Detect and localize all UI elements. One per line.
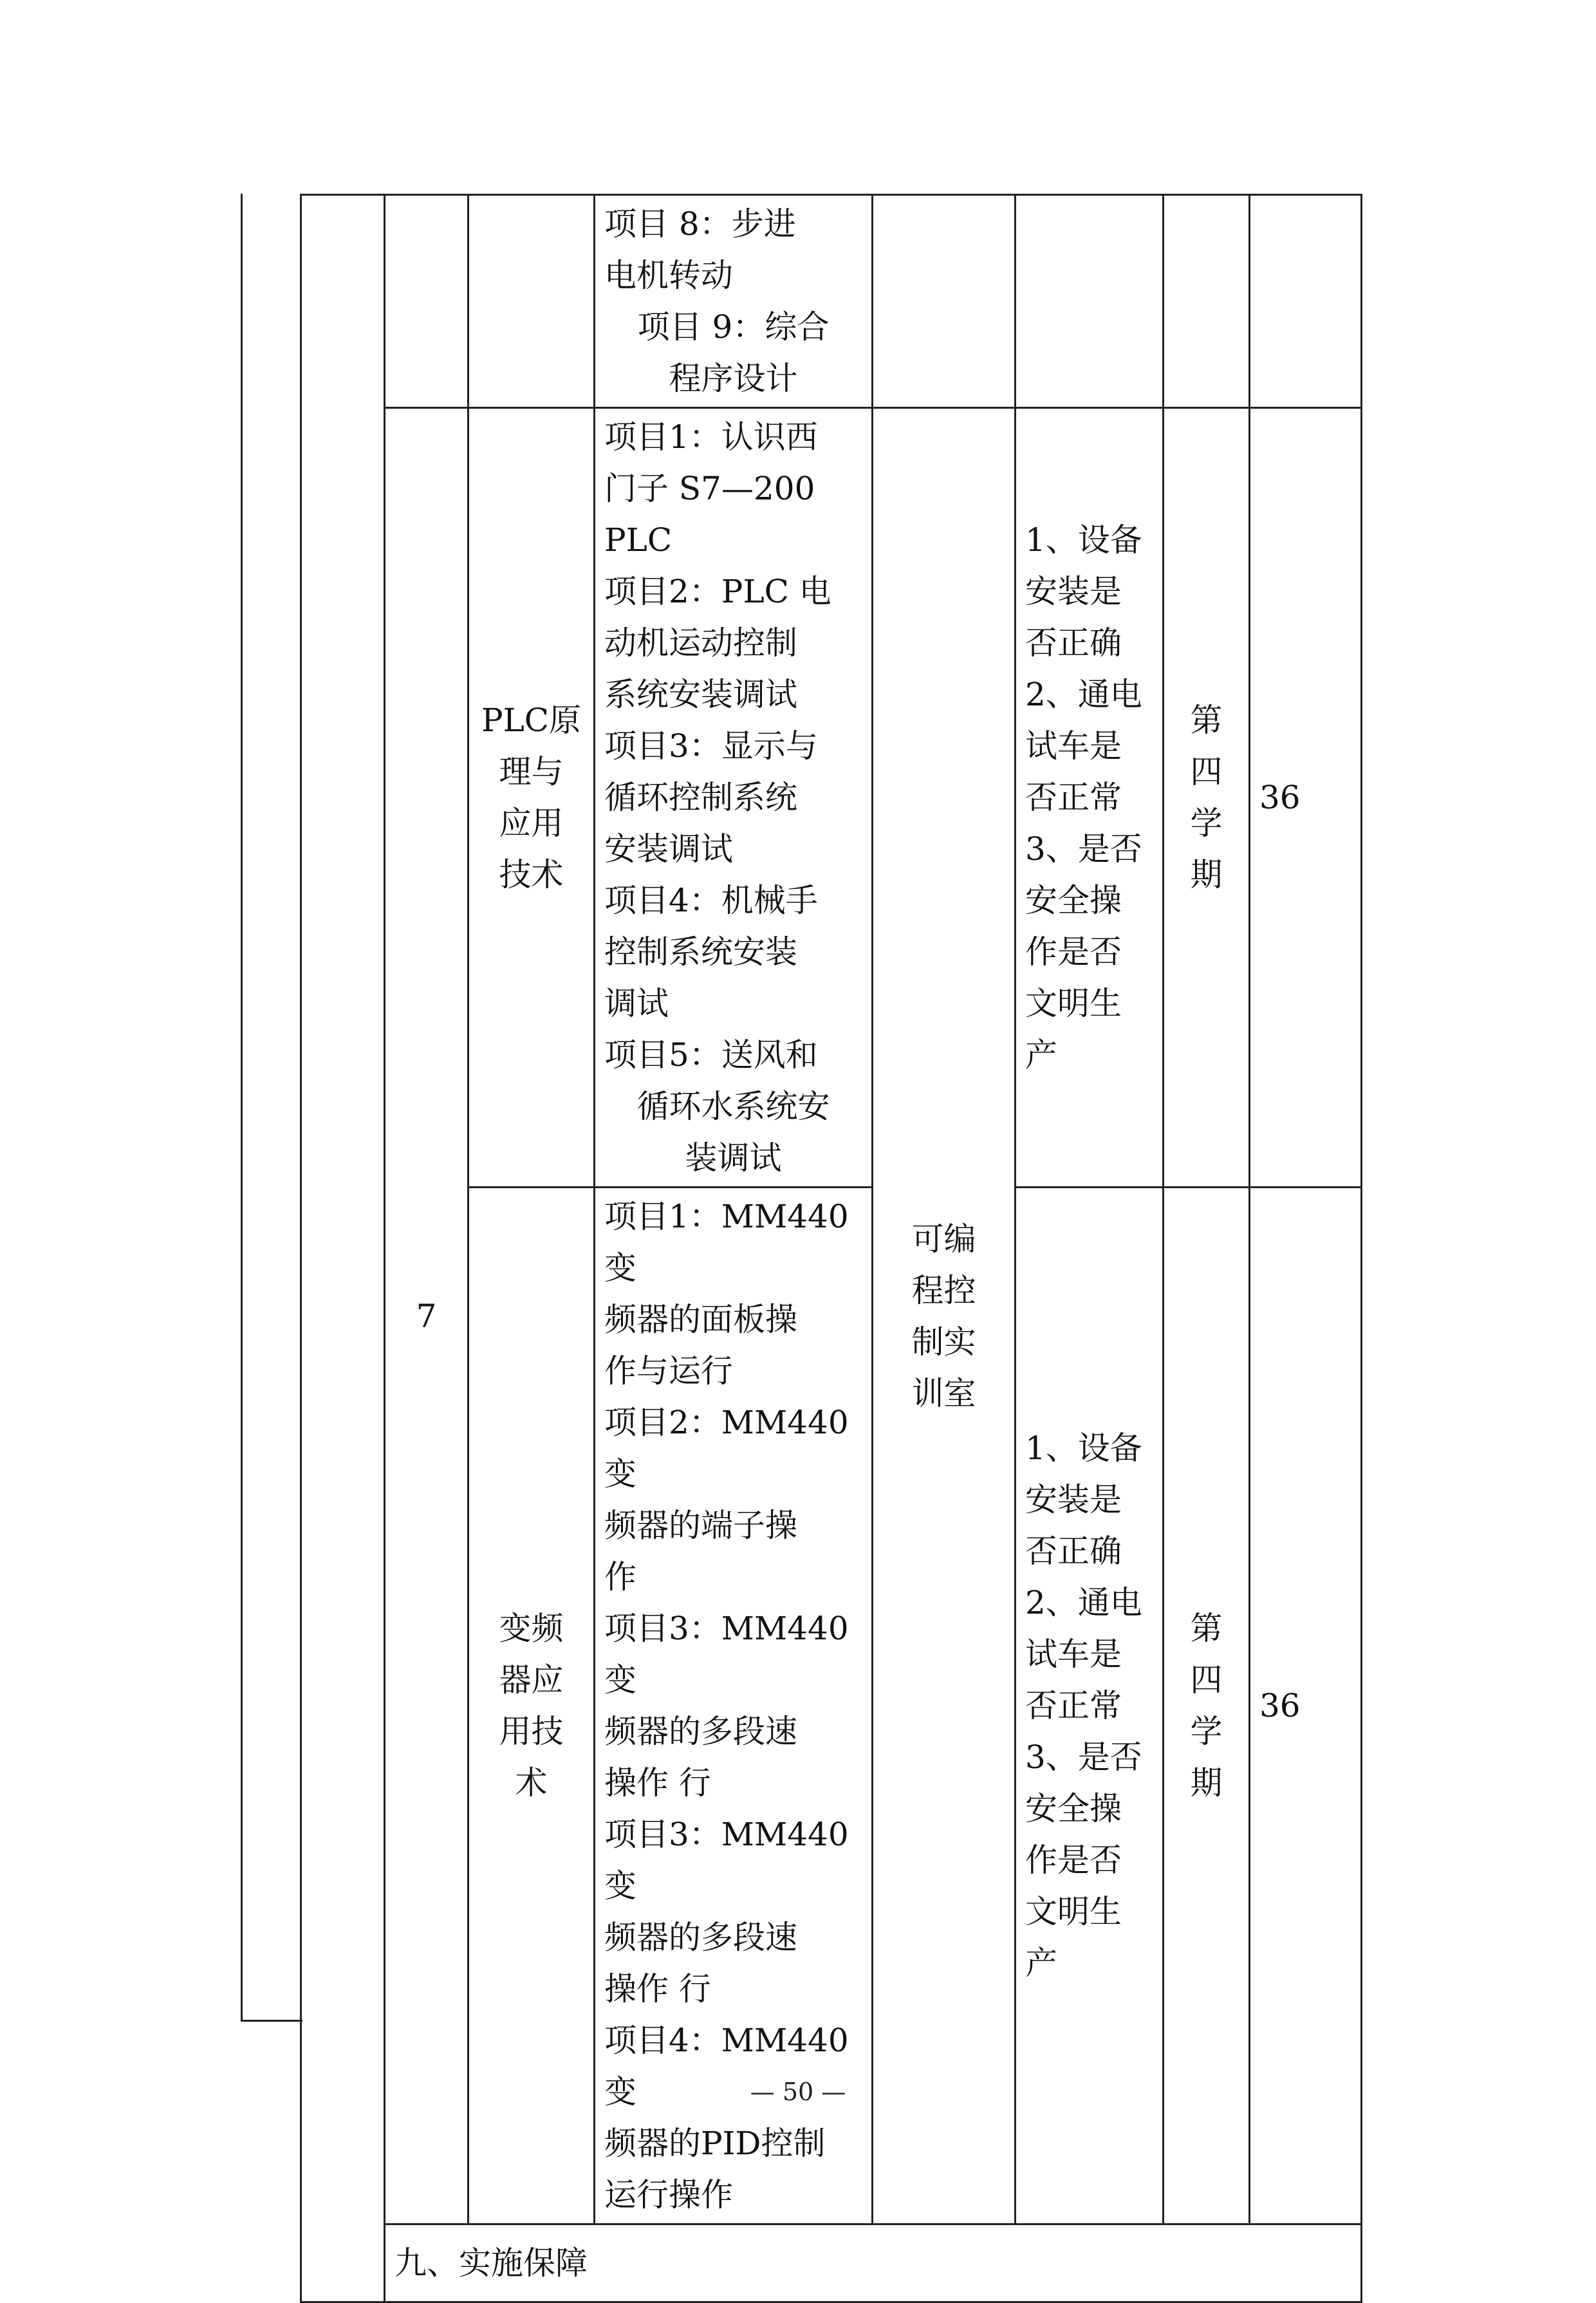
hours-cell-continuation xyxy=(1250,195,1362,408)
content-line: 频器的PID控制 xyxy=(604,2125,826,2162)
number-cell-continuation xyxy=(385,195,469,408)
content-line: 频器的多段速 xyxy=(604,1919,797,1956)
content-line: 频器的面板操 xyxy=(604,1301,797,1338)
content-line: 循环水系统安 xyxy=(636,1088,830,1125)
course-name-line: PLC原 xyxy=(481,702,582,739)
content-line: 动机运动控制 xyxy=(604,624,797,662)
content-line: 项目2：MM440变 xyxy=(604,1404,849,1493)
course-name-line: 术 xyxy=(515,1764,548,1802)
evaluation-criteria xyxy=(1025,1422,1153,1989)
content-line: 程序设计 xyxy=(669,360,798,397)
room-line: 制实 xyxy=(911,1323,976,1361)
content-line: 调试 xyxy=(604,985,669,1022)
evaluation-line: 2、通电 xyxy=(1025,1584,1142,1621)
hours-cell xyxy=(1250,1188,1362,2224)
course-content-cell xyxy=(595,408,873,1188)
group-number: 7 xyxy=(416,1297,437,1335)
evaluation-line: 否正常 xyxy=(1025,1687,1122,1724)
course-name-line: 变频 xyxy=(499,1610,564,1647)
content-line: PLC xyxy=(604,521,673,559)
page-number: — 50 — xyxy=(750,2078,846,2106)
evaluation-line: 否正常 xyxy=(1025,779,1122,816)
term-char: 四 xyxy=(1190,1661,1223,1699)
term xyxy=(1173,1603,1239,1809)
term-char: 第 xyxy=(1190,702,1223,739)
content-line: 项目3：显示与 xyxy=(604,727,818,765)
content-line: 门子 S7—200 xyxy=(604,470,815,507)
evaluation-line: 1、设备 xyxy=(1025,521,1142,559)
evaluation-line: 安装是 xyxy=(1025,1481,1122,1518)
evaluation-line: 试车是 xyxy=(1025,1636,1122,1673)
content-line: 项目 8：步进 xyxy=(604,205,796,243)
evaluation-criteria xyxy=(1025,514,1153,1081)
evaluation-cell xyxy=(1016,1188,1164,2224)
evaluation-line: 否正确 xyxy=(1025,1533,1122,1570)
table-row-continuation xyxy=(301,195,1362,408)
content-line: 项目2：PLC 电 xyxy=(604,573,831,610)
content-line: 电机转动 xyxy=(604,257,733,294)
term-char: 四 xyxy=(1190,753,1223,790)
term-cell xyxy=(1164,1188,1250,2224)
content-line: 项目3：MM440变 xyxy=(604,1816,849,1905)
evaluation-line: 1、设备 xyxy=(1025,1430,1142,1467)
term-cell xyxy=(1164,408,1250,1188)
course-name-cell xyxy=(469,408,595,1188)
content-line: 作与运行 xyxy=(604,1352,733,1390)
content-line: 项目1：认识西 xyxy=(604,418,818,456)
eval-cell-continuation xyxy=(1016,195,1164,408)
content-line: 项目 9：综合 xyxy=(637,308,830,346)
term xyxy=(1173,695,1239,900)
content-line: 项目1：MM440变 xyxy=(604,1198,849,1287)
term-cell-continuation xyxy=(1164,195,1250,408)
content-line: 项目4：机械手 xyxy=(604,882,818,919)
evaluation-line: 安装是 xyxy=(1025,573,1122,610)
room-cell-continuation xyxy=(873,195,1016,408)
evaluation-line: 2、通电 xyxy=(1025,676,1142,713)
content-cell-continuation xyxy=(595,195,873,408)
evaluation-line: 3、是否 xyxy=(1025,1739,1142,1776)
term-char: 第 xyxy=(1190,1610,1223,1647)
evaluation-line: 文明生 xyxy=(1025,1893,1122,1930)
term-char: 学 xyxy=(1190,805,1223,842)
evaluation-line: 安全操 xyxy=(1025,882,1122,919)
course-name-line: 用技 xyxy=(499,1713,564,1750)
content-line: 装调试 xyxy=(685,1139,782,1177)
evaluation-line: 作是否 xyxy=(1025,933,1122,971)
content-line: 项目4：MM440变 xyxy=(604,2022,849,2111)
room-line: 程控 xyxy=(911,1271,976,1309)
evaluation-line: 作是否 xyxy=(1025,1841,1122,1879)
outer-frame-left-border xyxy=(241,194,243,2022)
term-char: 期 xyxy=(1190,856,1223,893)
evaluation-line: 文明生 xyxy=(1025,985,1122,1022)
content-line: 频器的多段速 xyxy=(604,1713,797,1750)
hours-cell xyxy=(1250,408,1362,1188)
room-line: 训室 xyxy=(911,1374,976,1412)
hours: 36 xyxy=(1259,1687,1301,1724)
evaluation-line: 产 xyxy=(1025,1036,1057,1074)
course-content xyxy=(604,1191,862,2221)
course-name-line: 应用 xyxy=(499,805,564,842)
evaluation-line: 安全操 xyxy=(1025,1790,1122,1827)
course-name xyxy=(478,1603,584,1809)
room-line: 可编 xyxy=(911,1220,976,1258)
table-row-plc-course xyxy=(301,408,1362,1188)
course-content-cell xyxy=(595,1188,873,2224)
content-line: 频器的端子操 xyxy=(604,1507,797,1544)
course-name-line: 理与 xyxy=(499,753,564,790)
content-line: 循环控制系统 xyxy=(604,779,797,816)
content-lines xyxy=(604,198,862,404)
outer-frame-bottom-border xyxy=(241,2020,302,2022)
evaluation-line: 试车是 xyxy=(1025,727,1122,765)
course-name-line: 器应 xyxy=(499,1661,564,1699)
content-line: 作 xyxy=(604,1558,636,1596)
training-room-cell xyxy=(873,408,1016,2224)
section-heading: 九、实施保障 xyxy=(394,2244,588,2282)
evaluation-line: 3、是否 xyxy=(1025,830,1142,868)
hours: 36 xyxy=(1259,779,1301,816)
outer-category-cell xyxy=(301,195,385,2302)
group-number-cell xyxy=(385,408,469,2224)
content-line: 项目5：送风和 xyxy=(604,1036,818,1074)
training-plan-table xyxy=(300,194,1362,2303)
content-line: 操作 行 xyxy=(604,1764,711,1802)
term-char: 学 xyxy=(1190,1713,1223,1750)
course-content xyxy=(604,411,862,1184)
content-line: 操作 行 xyxy=(604,1970,711,2008)
table-row-section-heading xyxy=(301,2224,1362,2302)
evaluation-line: 产 xyxy=(1025,1944,1057,1982)
term-char: 期 xyxy=(1190,1764,1223,1802)
evaluation-cell xyxy=(1016,408,1164,1188)
content-line: 控制系统安装 xyxy=(604,933,797,971)
course-cell-continuation xyxy=(469,195,595,408)
section-heading-cell xyxy=(385,2224,1362,2302)
content-line: 安装调试 xyxy=(604,830,733,868)
content-line: 系统安装调试 xyxy=(604,676,797,713)
course-name-line: 技术 xyxy=(499,856,564,893)
course-name xyxy=(478,695,584,900)
evaluation-line: 否正确 xyxy=(1025,624,1122,662)
course-name-cell xyxy=(469,1188,595,2224)
content-line: 项目3：MM440变 xyxy=(604,1610,849,1699)
training-room xyxy=(882,1213,1005,1419)
content-line: 运行操作 xyxy=(604,2176,733,2214)
